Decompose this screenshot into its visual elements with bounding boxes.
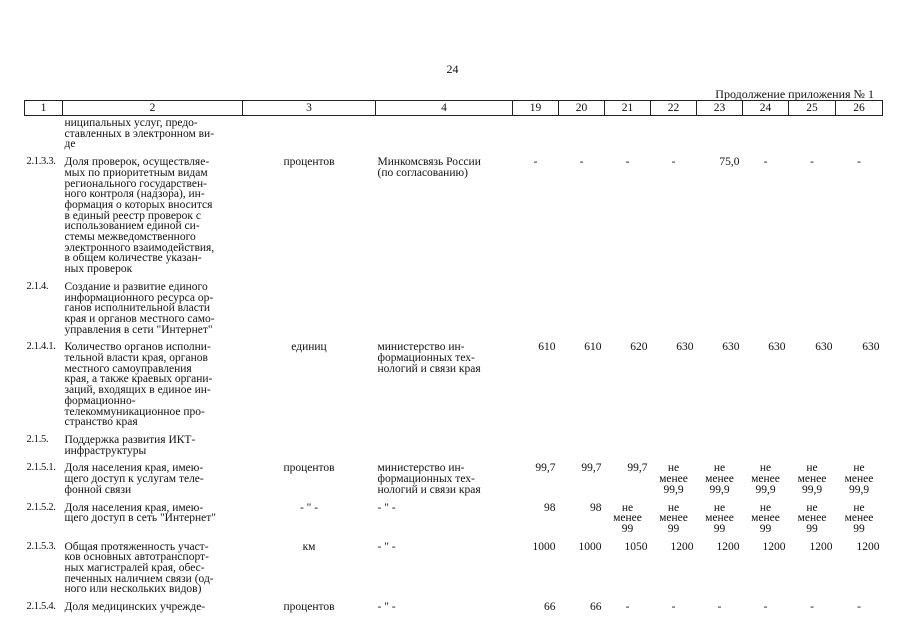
table-row: [25, 339, 883, 432]
indicator-name: Общая протяженность участ- ков основных автотранспорт- ных магистралей края, обес- печенных наличием связи (од- ного или нескольких видов): [64, 540, 214, 596]
year-value-cell: -: [579, 156, 584, 169]
year-value-cell: -: [671, 601, 676, 614]
year-value-cell: [605, 432, 651, 460]
row-number: 2.1.5.1.: [26, 462, 56, 474]
row-number: 2.1.5.3.: [26, 540, 56, 552]
table-row: [25, 599, 883, 617]
year-value-cell: 610: [584, 341, 602, 354]
year-value-cell: [651, 279, 697, 340]
indicator-name: ниципальных услуг, предо- ставленных в электронном ви- де: [64, 117, 215, 151]
table-row: [25, 116, 883, 155]
year-value-cell: не менее 99: [751, 501, 780, 535]
year-value-cell: [789, 432, 836, 460]
year-value-cell: 610: [538, 341, 556, 354]
year-value-cell: -: [533, 156, 538, 169]
year-value-cell: [513, 432, 559, 460]
unit-of-measure: [243, 432, 376, 460]
column-header: 20: [559, 101, 605, 116]
year-value-cell: -: [810, 156, 814, 169]
year-value-cell: 66: [544, 601, 556, 614]
continuation-note: Продолжение приложения № 1: [715, 87, 874, 101]
year-value-cell: 75,0: [719, 156, 740, 169]
year-value-cell: не менее 99,9: [844, 462, 874, 496]
year-value-cell: 99,7: [627, 462, 648, 475]
year-value-cell: 99,7: [581, 462, 602, 475]
year-value-cell: [697, 432, 743, 460]
responsible-body: - " -: [377, 601, 396, 614]
year-value-cell: не менее 99: [797, 501, 827, 535]
year-value-cell: -: [857, 601, 861, 614]
indicator-name: Количество органов исполни- тельной власти края, органов местного самоуправления края, а также краевых органи- заций, входящих в единое ин- формационно- телекоммуникационное про- странство края: [64, 341, 213, 429]
year-value-cell: 98: [544, 501, 556, 514]
year-value-cell: [836, 116, 883, 155]
year-value-cell: [743, 432, 789, 460]
responsible-body: министерство ин- формационных тех- нологий и связи края: [377, 462, 481, 496]
indicators-table: [24, 100, 883, 617]
year-value-cell: -: [763, 601, 768, 614]
year-value-cell: не менее 99,9: [797, 462, 827, 496]
column-header: 19: [513, 101, 559, 116]
year-value-cell: -: [763, 156, 768, 169]
column-header: 2: [63, 101, 243, 116]
year-value-cell: -: [625, 601, 630, 614]
year-value-cell: [697, 279, 743, 340]
column-header: 23: [697, 101, 743, 116]
year-value-cell: 1050: [624, 540, 648, 553]
unit-of-measure: процентов: [283, 601, 335, 614]
year-value-cell: 1200: [716, 540, 740, 553]
year-value-cell: -: [671, 156, 676, 169]
year-value-cell: 1000: [532, 540, 556, 553]
row-number: 2.1.5.4.: [26, 601, 56, 613]
table-row: [25, 279, 883, 340]
year-value-cell: 66: [590, 601, 602, 614]
indicator-name: Создание и развитие единого информационного ресурса ор- ганов исполнительной власти края и органов местного само- управления в сети "Интернет": [64, 280, 215, 336]
column-header: 4: [376, 101, 513, 116]
year-value-cell: [789, 279, 836, 340]
year-value-cell: 630: [722, 341, 740, 354]
table-row: [25, 500, 883, 539]
table-row: [25, 432, 883, 460]
column-header: 3: [243, 101, 376, 116]
year-value-cell: 630: [815, 341, 833, 354]
row-number: [25, 116, 63, 155]
row-number: 2.1.5.2.: [26, 501, 56, 513]
year-value-cell: -: [857, 156, 861, 169]
column-header: 25: [789, 101, 836, 116]
column-header: 21: [605, 101, 651, 116]
column-header: 24: [743, 101, 789, 116]
responsible-body: министерство ин- формационных тех- нологий и связи края: [377, 341, 481, 375]
year-value-cell: не менее 99: [844, 501, 874, 535]
column-header: 22: [651, 101, 697, 116]
unit-of-measure: [243, 116, 376, 155]
indicator-name: Доля населения края, имею- щего доступ в сеть "Интернет": [64, 501, 216, 525]
row-number: 2.1.4.1.: [26, 341, 56, 353]
year-value-cell: 1200: [670, 540, 694, 553]
row-number: 2.1.3.3.: [26, 156, 56, 168]
year-value-cell: 1200: [762, 540, 786, 553]
year-value-cell: -: [625, 156, 630, 169]
year-value-cell: -: [717, 601, 722, 614]
year-value-cell: [836, 432, 883, 460]
responsible-body: [376, 432, 513, 460]
indicator-name: Доля проверок, осуществляе- мых по приоритетным видам регионального государствен- ного контроля (надзора), ин- формация о которых вносится в единый реестр проверок с использованием единой си- стемы межведомственного электронного взаимодействия, в общем количестве указан- ных проверок: [64, 156, 215, 276]
year-value-cell: не менее 99: [705, 501, 734, 535]
year-value-cell: [743, 279, 789, 340]
unit-of-measure: - " -: [299, 501, 319, 514]
year-value-cell: [559, 432, 605, 460]
row-number: 2.1.5.: [26, 433, 49, 445]
year-value-cell: [651, 432, 697, 460]
row-number: 2.1.4.: [26, 280, 49, 292]
column-header: 26: [836, 101, 883, 116]
indicator-name: Поддержка развития ИКТ- инфраструктуры: [64, 433, 196, 457]
table-row: [25, 154, 883, 279]
year-value-cell: -: [810, 601, 814, 614]
header-row: [25, 101, 883, 116]
responsible-body: [376, 116, 513, 155]
year-value-cell: не менее 99: [659, 501, 688, 535]
table-row: [25, 539, 883, 600]
indicator-name: Доля медицинских учрежде-: [64, 601, 206, 614]
unit-of-measure: процентов: [283, 462, 335, 475]
unit-of-measure: процентов: [283, 156, 335, 169]
year-value-cell: 1200: [856, 540, 880, 553]
year-value-cell: [836, 279, 883, 340]
year-value-cell: 620: [630, 341, 648, 354]
year-value-cell: 630: [862, 341, 880, 354]
year-value-cell: 98: [590, 501, 602, 514]
table-row: [25, 460, 883, 499]
year-value-cell: [513, 116, 559, 155]
responsible-body: Минкомсвязь России (по согласованию): [377, 156, 481, 179]
year-value-cell: не менее 99,9: [751, 462, 780, 496]
year-value-cell: [559, 279, 605, 340]
year-value-cell: не менее 99,9: [659, 462, 688, 496]
year-value-cell: [651, 116, 697, 155]
year-value-cell: 1000: [578, 540, 602, 553]
year-value-cell: 99,7: [535, 462, 556, 475]
year-value-cell: [559, 116, 605, 155]
year-value-cell: [789, 116, 836, 155]
year-value-cell: [697, 116, 743, 155]
unit-of-measure: км: [302, 540, 316, 553]
year-value-cell: [743, 116, 789, 155]
year-value-cell: [605, 116, 651, 155]
year-value-cell: не менее 99: [613, 501, 642, 535]
year-value-cell: не менее 99,9: [705, 462, 734, 496]
indicator-name: Доля населения края, имею- щего доступ к услугам теле- фонной связи: [64, 462, 204, 496]
year-value-cell: [605, 279, 651, 340]
page-number: 24: [446, 62, 459, 76]
year-value-cell: 1200: [809, 540, 833, 553]
unit-of-measure: [243, 279, 376, 340]
responsible-body: [376, 279, 513, 340]
unit-of-measure: единиц: [291, 341, 327, 354]
year-value-cell: 630: [768, 341, 786, 354]
column-header: 1: [25, 101, 63, 116]
year-value-cell: [513, 279, 559, 340]
responsible-body: - " -: [377, 501, 396, 514]
responsible-body: - " -: [377, 540, 396, 553]
year-value-cell: 630: [676, 341, 694, 354]
